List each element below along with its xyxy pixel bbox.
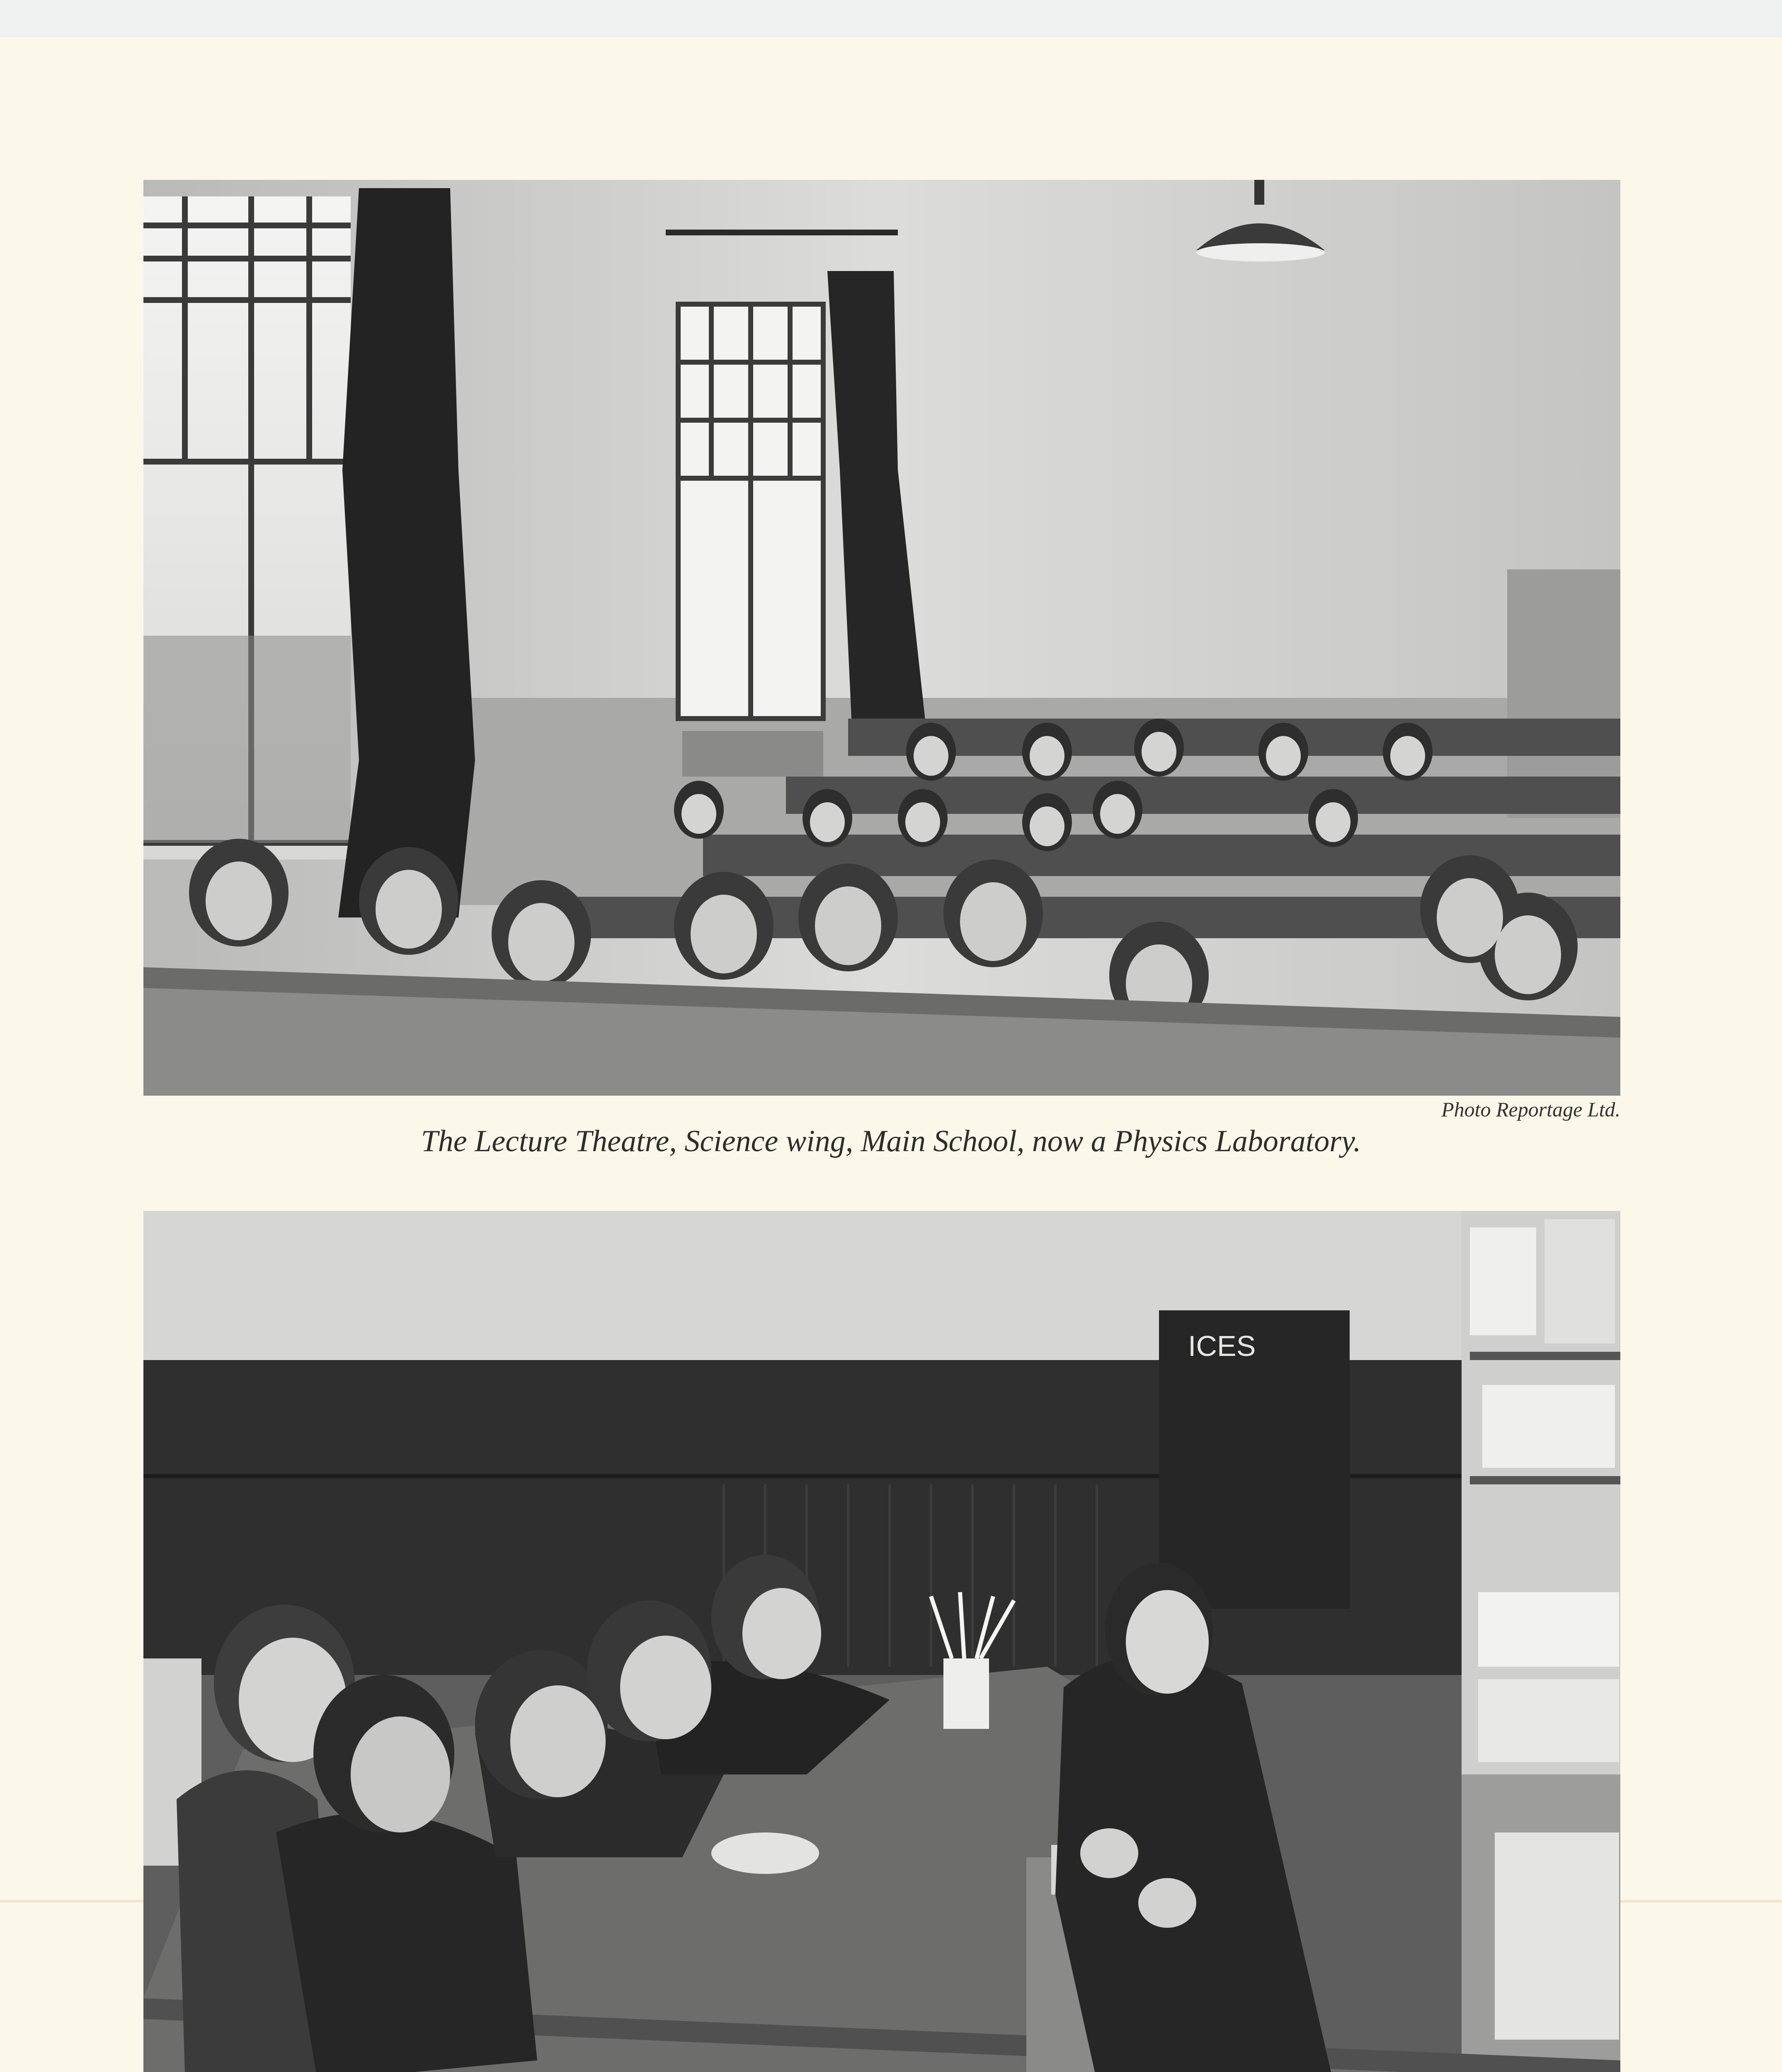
pencil-pot [943, 1658, 989, 1729]
scan-edge-top [0, 0, 1782, 37]
radiator [682, 731, 823, 777]
wood-paneling [143, 1360, 1620, 1675]
photo-caption: The Lecture Theatre, Science wing, Main School, now a Physics Laboratory. [421, 1124, 1361, 1158]
lecture-theatre-photo [143, 180, 1620, 1096]
chalkboard-text: ICES [1188, 1330, 1256, 1362]
left-window [143, 196, 351, 859]
ices-chalkboard [1159, 1310, 1350, 1609]
photo-credit: Photo Reportage Ltd. [1441, 1098, 1620, 1121]
shop-shelves [1462, 1211, 1620, 2072]
tuck-shop-photo [143, 1211, 1620, 2072]
